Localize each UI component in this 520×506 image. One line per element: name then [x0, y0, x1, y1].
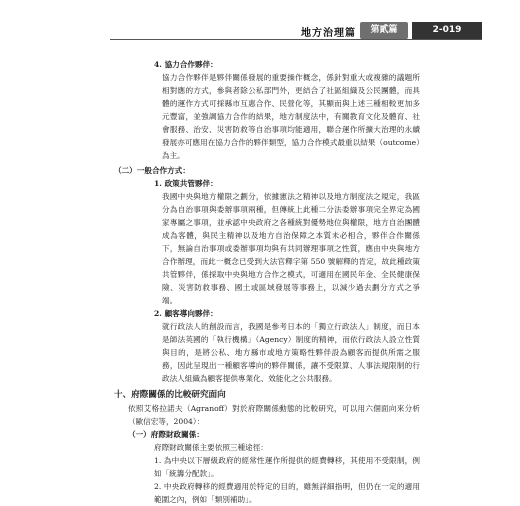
- sec10-sub1-intro: 府際財政關係主要依照三種途徑：: [154, 443, 268, 452]
- subsection2-heading: （二）一般合作方式：: [114, 166, 190, 175]
- sec10-sub1-item2: 2. 中央政府轉移的經費適用於特定的目的，雖無詳細指明，但仍在一定的適用範圍之內，例如「類別補助」。: [154, 482, 420, 504]
- page-header: [0, 22, 520, 42]
- sec10-sub1-heading: （一）府際財政關係：: [128, 430, 204, 439]
- sub2-item1-paragraph: 我國中央與地方權限之劃分，依據憲法之精神以及地方制度法之規定，我區分為自治事項與委辦事項兩種，但傳統上此種二分法委辦事項完全界定為國家專屬之事項，並承認中央政府之各種統對優勢地位與權限，地方自治團體成為客體，與民主精神以及地方自治保障之本質未必相合，夥伴合作關係下，無論自治事項或委辦事項均與有共同辦理事項之性質，應由中央與地方合作辦理，而此一概念已受到大法官釋字第 550 號解釋的肯定，故此種政策共管夥伴，係採取中央與地方合作之模式，可適用在國民年金、全民健康保險、災害防救事務、國土或區域發展等事務上，以減少過去劃分方式之爭端。: [162, 192, 420, 305]
- sec10-sub1-item1: 1. 為中央以下層級政府的經常性運作所提供的經費轉移，其使用不受限制，例如「統籌分配款」。: [154, 456, 420, 478]
- section10-heading: 十、府際關係的比較研究面向: [114, 390, 226, 400]
- header-part-tab: 第貳篇: [360, 22, 408, 39]
- document-body: [114, 58, 420, 506]
- sub2-item2-heading: 2. 顧客導向夥伴：: [154, 309, 218, 318]
- section10-intro: 依照艾格拉諾夫（Agranoff）對於府際關係動態的比較研究，可以用六個面向來分析（歐信宏等，2004）：: [128, 404, 420, 426]
- header-page-number: 2-019: [412, 22, 482, 39]
- sub2-item1-heading: 1. 政策共管夥伴：: [154, 179, 218, 188]
- header-divider: [110, 39, 482, 40]
- item4-paragraph: 協力合作夥伴是夥伴關係發展的重要操作概念，係針對重大或複雜的議題所相對應的方式，參與者除公私部門外，更結合了社區組織及公民團體，而具體的運作方式可採縣市互惠合作、民營化等，其顯而與上述三種相較更加多元豐富，並強調協力合作的結果，地方制度法中，有關教育文化及體育、社會服務、治安、災害防救等自治事項均能適用，聯合運作所擴大治理的永續發展亦可應用在協力合作的夥伴類型，協力合作模式最重以結果（outcome）為主。: [162, 73, 420, 160]
- header-section-title: 地方治理篇: [301, 28, 356, 39]
- item4-heading: 4. 協力合作夥伴：: [154, 60, 218, 69]
- sub2-item2-paragraph: 就行政法人的創設而言，我國是參考日本的「獨立行政法人」制度，而日本是師法英國的「執行機構」（Agency）制度的精神，而依行政法人設立性質與目的，是將公私、地方縣市或地方策略性夥伴設為顧客而提供所需之服務，因此呈現出一種顧客導向的夥伴關係，讓不受限算、人事法規限制的行政法人組織為顧客提供專業化、效能化之公共服務。: [162, 322, 420, 383]
